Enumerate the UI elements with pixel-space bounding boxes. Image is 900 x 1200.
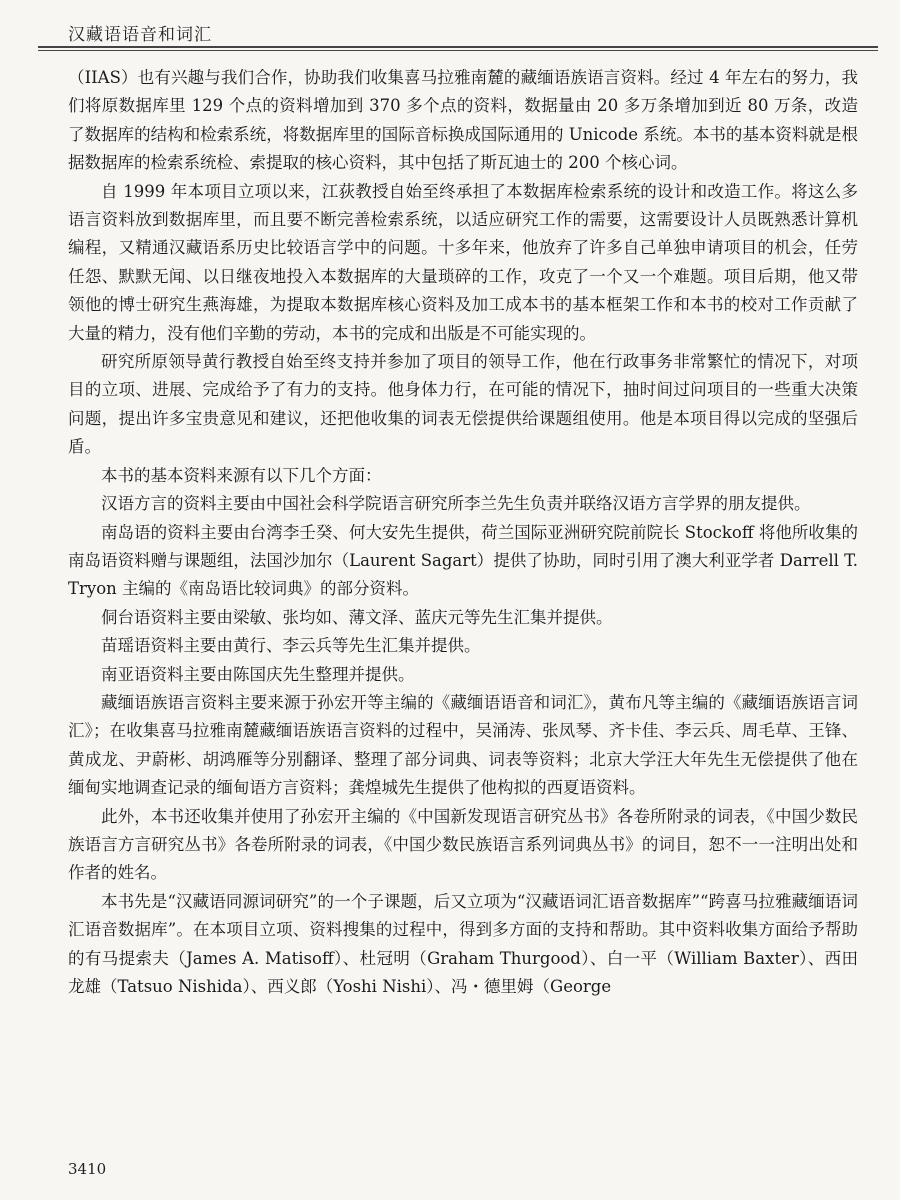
header-rule: [38, 46, 878, 51]
paragraph: 本书的基本资料来源有以下几个方面：: [101, 465, 382, 485]
paragraph: 藏缅语族语言资料主要来源于孙宏开等主编的《藏缅语语音和词汇》，黄布凡等主编的《藏缅语族语言词汇》；在收集喜马拉雅南麓藏缅语族语言资料的过程中，吴涌涛、张凤琴、齐卡佳、李云兵、周毛草、王锋、黄成龙、尹蔚彬、胡鸿雁等分别翻译、整理了部分词典、词表等资料；北京大学汪大年先生无偿提供了他在缅甸实地调查记录的缅甸语方言资料；龚煌城先生提供了他构拟的西夏语资料。: [68, 692, 858, 798]
paragraph: 研究所原领导黄行教授自始至终支持并参加了项目的领导工作，他在行政事务非常繁忙的情况下，对项目的立项、进展、完成给予了有力的支持。他身体力行，在可能的情况下，抽时间过问项目的一些重大决策问题，提出许多宝贵意见和建议，还把他收集的词表无偿提供给课题组使用。他是本项目得以完成的坚强后盾。: [68, 352, 858, 457]
paragraph: 侗台语资料主要由梁敏、张均如、薄文泽、蓝庆元等先生汇集并提供。: [101, 607, 613, 627]
paragraph: 此外，本书还收集并使用了孙宏开主编的《中国新发现语言研究丛书》各卷所附录的词表，《中国少数民族语言方言研究丛书》各卷所附录的词表，《中国少数民族语言系列词典丛书》的词目，恕不一一注明出处和作者的姓名。: [68, 806, 858, 883]
paragraph: （IIAS）也有兴趣与我们合作，协助我们收集喜马拉雅南麓的藏缅语族语言资料。经过 4 年左右的努力，我们将原数据库里 129 个点的资料增加到 370 多个点的资料，数据量由 20 多万条增加到近 80 万条，改造了数据库的结构和检索系统，将数据库里的国际音标换成国际通用的 Unicode 系统。本书的基本资料就是根据数据库的检索系统检、索提取的核心资料，其中包括了斯瓦迪士的 200 个核心词。: [68, 68, 858, 173]
page-number: 3410: [68, 1160, 107, 1178]
body-text: [68, 64, 858, 1001]
running-header-title: 汉藏语语音和词汇: [68, 25, 212, 45]
paragraph: 南岛语的资料主要由台湾李壬癸、何大安先生提供，荷兰国际亚洲研究院前院长 Stockoff 将他所收集的南岛语资料赠与课题组，法国沙加尔（Laurent Sagart）提供了协助，同时引用了澳大利亚学者 Darrell T. Tryon 主编的《南岛语比较词典》的部分资料。: [68, 522, 858, 599]
paragraph: 汉语方言的资料主要由中国社会科学院语言研究所李兰先生负责并联络汉语方言学界的朋友提供。: [101, 494, 811, 514]
paragraph: 苗瑶语资料主要由黄行、李云兵等先生汇集并提供。: [101, 636, 481, 656]
paragraph: 自 1999 年本项目立项以来，江荻教授自始至终承担了本数据库检索系统的设计和改造工作。将这么多语言资料放到数据库里，而且要不断完善检索系统，以适应研究工作的需要，这需要设计人员既熟悉计算机编程，又精通汉藏语系历史比较语言学中的问题。十多年来，他放弃了许多自己单独申请项目的机会，任劳任怨、默默无闻、以日继夜地投入本数据库的大量琐碎的工作，攻克了一个又一个难题。项目后期，他又带领他的博士研究生燕海雄，为提取本数据库核心资料及加工成本书的基本框架工作和本书的校对工作贡献了大量的精力，没有他们辛勤的劳动，本书的完成和出版是不可能实现的。: [68, 181, 858, 343]
paragraph: 本书先是“汉藏语同源词研究”的一个子课题，后又立项为“汉藏语词汇语音数据库”“跨喜马拉雅藏缅语词汇语音数据库”。在本项目立项、资料搜集的过程中，得到多方面的支持和帮助。其中资料收集方面给予帮助的有马提索夫（James A. Matisoff）、杜冠明（Graham Thurgood）、白一平（William Baxter）、西田龙雄（Tatsuo Nishida）、西义郎（Yoshi Nishi）、冯・德里姆（George: [68, 891, 858, 996]
paragraph: 南亚语资料主要由陈国庆先生整理并提供。: [101, 664, 415, 684]
page-header: [38, 0, 878, 52]
